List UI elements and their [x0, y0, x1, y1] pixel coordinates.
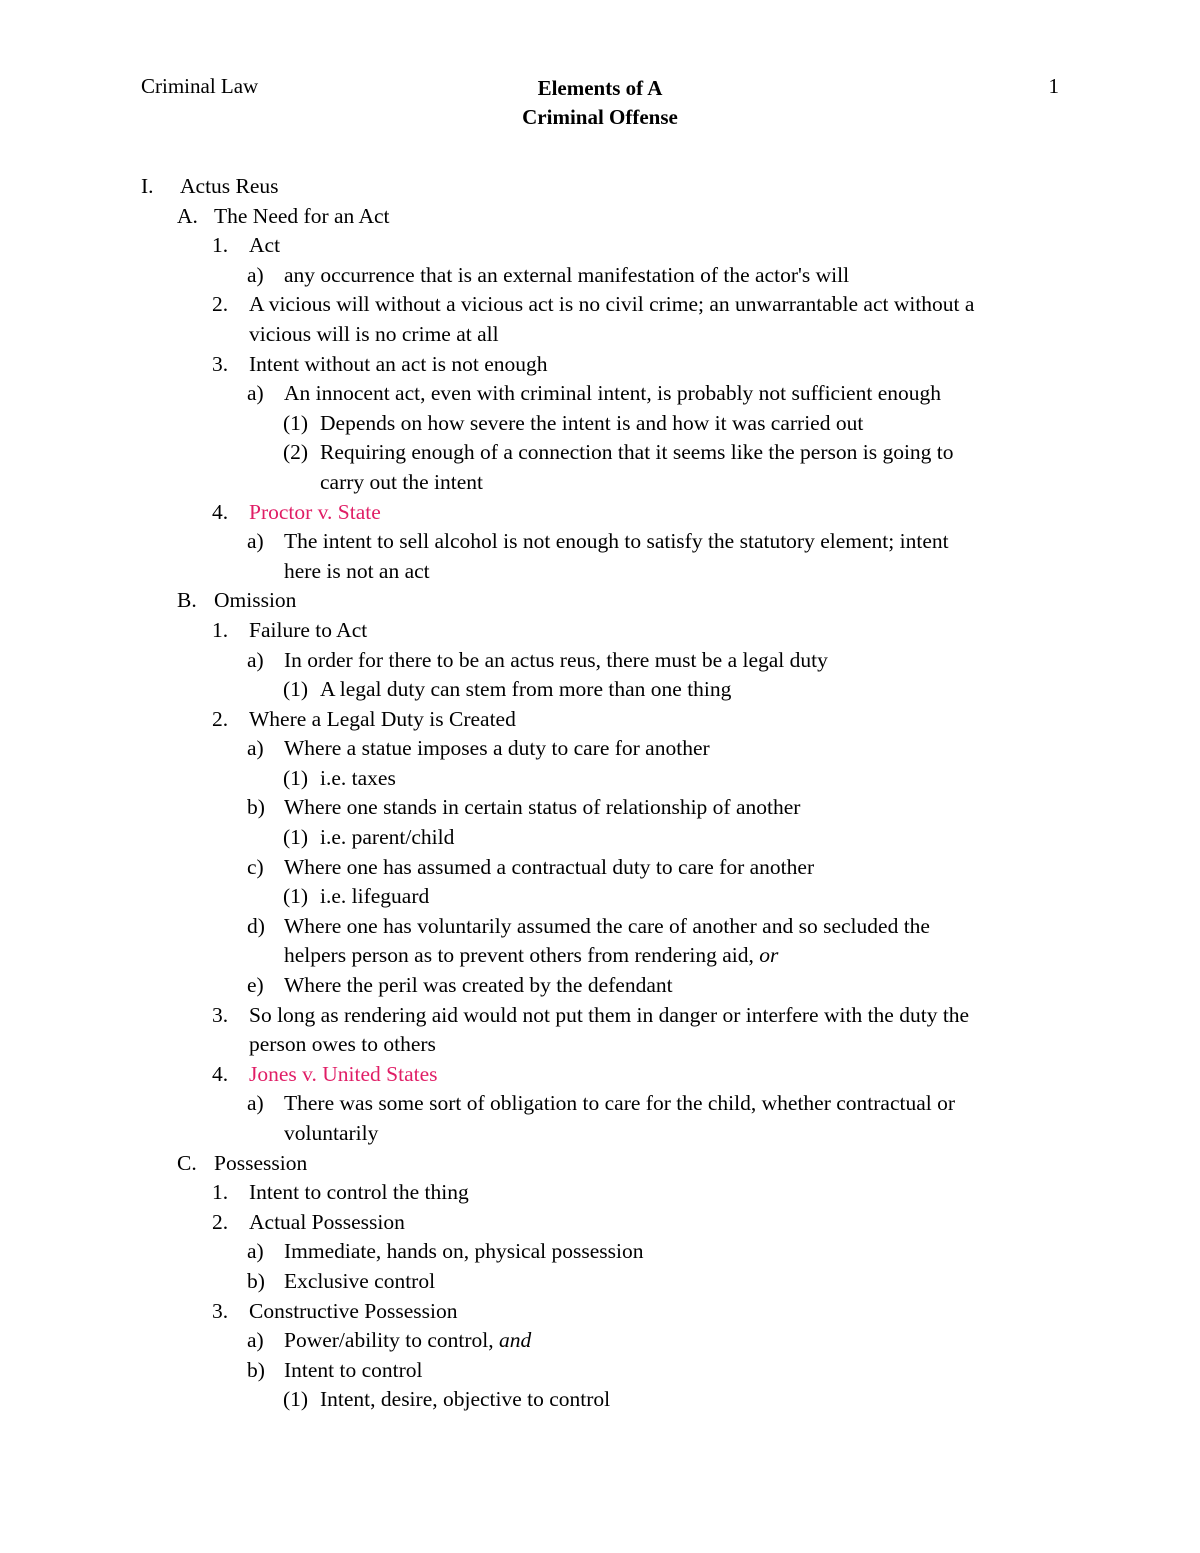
outline-marker: a)	[247, 381, 264, 406]
outline-text-content: i.e. parent/child	[320, 825, 455, 850]
outline-marker: 2.	[212, 1209, 229, 1234]
outline-marker: 3.	[212, 1298, 229, 1323]
outline-item	[0, 350, 1200, 380]
outline-text	[214, 202, 390, 232]
outline-item	[0, 734, 1200, 764]
outline-text-content: i.e. taxes	[320, 765, 396, 790]
outline-item	[0, 409, 1200, 439]
outline-text-content: person owes to others	[249, 1032, 436, 1057]
outline-marker: (1)	[283, 410, 309, 435]
outline-marker: (1)	[283, 884, 309, 909]
outline-item	[0, 172, 1200, 202]
outline-text-content: Requiring enough of a connection that it seems like the person is going to	[320, 440, 954, 465]
outline-item	[0, 586, 1200, 616]
outline-marker: a)	[247, 1091, 264, 1116]
outline-item	[0, 1208, 1200, 1238]
outline-text-content: Failure to Act	[249, 617, 368, 642]
outline-text-content: In order for there to be an actus reus, there must be a legal duty	[284, 647, 828, 672]
page-title	[300, 74, 900, 132]
page-number: 1	[1048, 74, 1059, 98]
outline-item	[0, 793, 1200, 823]
outline-item	[0, 261, 1200, 291]
outline-text	[320, 438, 954, 468]
outline-text-content: voluntarily	[284, 1121, 379, 1145]
outline-item	[0, 1060, 1200, 1090]
page-title-line-1: Elements of A	[537, 76, 663, 100]
outline-item	[0, 202, 1200, 232]
outline-text	[214, 1149, 307, 1179]
outline-marker: 1.	[212, 617, 229, 642]
outline-text-content: Intent to control the thing	[249, 1180, 469, 1205]
outline-item	[0, 1297, 1200, 1327]
outline-text-content: Immediate, hands on, physical possession	[284, 1239, 644, 1264]
outline-item	[0, 912, 1200, 942]
outline-marker: (1)	[283, 1387, 309, 1412]
outline-item	[0, 971, 1200, 1001]
outline-text-content: Where one has assumed a contractual duty to care for another	[284, 854, 815, 879]
outline-marker: (1)	[283, 825, 309, 850]
outline-text-content: Intent to control	[284, 1357, 423, 1382]
outline-text	[320, 468, 483, 498]
outline-text	[249, 1297, 457, 1327]
outline-text	[284, 734, 710, 764]
outline-marker: 4.	[212, 499, 229, 524]
outline-marker: a)	[247, 647, 264, 672]
outline-text	[284, 1326, 531, 1356]
outline-text-content: An innocent act, even with criminal intent, is probably not sufficient enough	[284, 381, 941, 406]
outline-marker: b)	[247, 795, 265, 820]
outline-marker: a)	[247, 1239, 264, 1264]
outline-text	[249, 1030, 436, 1060]
outline-text	[320, 675, 731, 705]
outline-marker: b)	[247, 1268, 265, 1293]
outline-text-content: Where a statue imposes a duty to care for another	[284, 736, 710, 761]
outline-text	[284, 912, 930, 942]
outline-text	[284, 941, 778, 971]
outline-text	[284, 793, 800, 823]
outline-text-content: Exclusive control	[284, 1268, 436, 1293]
outline-text-content: The Need for an Act	[214, 203, 390, 228]
outline-text	[284, 527, 949, 557]
outline-marker: 2.	[212, 706, 229, 731]
outline-item	[0, 1237, 1200, 1267]
outline-marker: a)	[247, 529, 264, 554]
outline-text-content: here is not an act	[284, 558, 430, 583]
outline-line-continuation	[0, 320, 1200, 350]
outline-marker: a)	[247, 1328, 264, 1353]
outline-marker: b)	[247, 1357, 265, 1382]
outline-text-content: any occurrence that is an external manifestation of the actor's will	[284, 262, 850, 287]
outline-text	[249, 1001, 969, 1031]
outline-line-continuation	[0, 1030, 1200, 1060]
outline-marker: 1.	[212, 1180, 229, 1205]
outline-marker: (2)	[283, 440, 309, 465]
outline-text-content: Power/ability to control,	[284, 1328, 499, 1353]
outline-text-content: Where one stands in certain status of relationship of another	[284, 795, 801, 820]
outline-marker: 3.	[212, 351, 229, 376]
page-title-line-2: Criminal Offense	[522, 105, 678, 129]
outline-line-continuation	[0, 468, 1200, 498]
outline-item	[0, 1149, 1200, 1179]
outline-marker: 2.	[212, 292, 229, 317]
outline-line-continuation	[0, 1119, 1200, 1149]
outline-marker: a)	[247, 736, 264, 761]
outline-italic-conjunction: and	[498, 1328, 532, 1353]
outline-item	[0, 1356, 1200, 1386]
outline-text-content: So long as rendering aid would not put them in danger or interfere with the duty the	[249, 1002, 970, 1027]
outline-text-content: Depends on how severe the intent is and how it was carried out	[320, 410, 864, 435]
outline-marker: 1.	[212, 233, 229, 258]
outline-item	[0, 379, 1200, 409]
outline-text-content: A vicious will without a vicious act is no civil crime; an unwarrantable act without a	[249, 292, 975, 317]
outline-text	[284, 1237, 643, 1267]
outline-line-continuation	[0, 941, 1200, 971]
outline-text	[284, 853, 814, 883]
outline-text	[249, 320, 499, 350]
outline-item	[0, 1089, 1200, 1119]
outline-marker: C.	[177, 1150, 197, 1175]
outline-text	[284, 1356, 423, 1386]
outline-item	[0, 1178, 1200, 1208]
outline-text	[320, 409, 863, 439]
outline-text-content: A legal duty can stem from more than one thing	[320, 677, 732, 702]
outline-text	[214, 586, 296, 616]
case-name	[249, 498, 381, 528]
outline-text	[284, 261, 849, 291]
outline-italic-conjunction: or	[759, 943, 779, 968]
outline-item	[0, 675, 1200, 705]
outline-item	[0, 646, 1200, 676]
outline-item	[0, 498, 1200, 528]
outline-marker: I.	[141, 174, 154, 198]
outline-text	[249, 1178, 469, 1208]
outline-item	[0, 527, 1200, 557]
outline-text-content: Intent without an act is not enough	[249, 351, 548, 376]
outline-marker: a)	[247, 262, 264, 287]
outline-marker: e)	[247, 973, 264, 998]
outline-text	[284, 379, 941, 409]
outline-marker: (1)	[283, 677, 309, 702]
outline-text-content: Where a Legal Duty is Created	[249, 706, 516, 731]
outline-item	[0, 705, 1200, 735]
outline-text-content: Actual Possession	[249, 1209, 405, 1234]
outline-text	[320, 823, 454, 853]
outline-text	[284, 1089, 955, 1119]
outline-marker: A.	[177, 203, 198, 228]
outline-text-content: Jones v. United States	[249, 1061, 438, 1086]
outline-text	[284, 646, 828, 676]
outline-text-content: Where one has voluntarily assumed the care of another and so secluded the	[284, 913, 930, 938]
outline-item	[0, 764, 1200, 794]
outline-text-content: Constructive Possession	[249, 1298, 458, 1323]
outline-text	[249, 350, 548, 380]
outline-marker: c)	[247, 854, 264, 879]
outline-text	[249, 290, 974, 320]
outline-text-content: vicious will is no crime at all	[249, 321, 499, 346]
outline-marker: 4.	[212, 1061, 229, 1086]
outline-item	[0, 823, 1200, 853]
outline-text-content: The intent to sell alcohol is not enough to satisfy the statutory element; intent	[284, 529, 949, 554]
outline-text-content: Act	[249, 233, 281, 258]
outline-text-content: There was some sort of obligation to care for the child, whether contractual or	[284, 1091, 956, 1116]
outline-text	[284, 557, 430, 587]
outline-text-content: Actus Reus	[180, 174, 279, 198]
header-course-name: Criminal Law	[141, 74, 259, 98]
outline-text-content: Intent, desire, objective to control	[320, 1387, 611, 1412]
outline-text-content: carry out the intent	[320, 469, 483, 494]
page-header	[0, 74, 1200, 134]
outline-text	[320, 1385, 610, 1415]
outline-text-content: helpers person as to prevent others from rendering aid,	[284, 943, 760, 968]
outline-item	[0, 1385, 1200, 1415]
outline-marker: 3.	[212, 1002, 229, 1027]
outline-text-content: Proctor v. State	[249, 499, 381, 524]
outline-text	[249, 231, 280, 261]
case-name	[249, 1060, 438, 1090]
outline-marker: B.	[177, 588, 197, 613]
outline-marker: d)	[247, 913, 265, 938]
outline-text	[284, 1119, 378, 1149]
outline-item	[0, 853, 1200, 883]
outline-item	[0, 1326, 1200, 1356]
outline-text	[320, 882, 429, 912]
outline-text	[180, 172, 279, 202]
outline-text	[249, 616, 367, 646]
outline-item	[0, 1267, 1200, 1297]
outline-item	[0, 290, 1200, 320]
outline-item	[0, 231, 1200, 261]
outline-item	[0, 438, 1200, 468]
outline-text	[249, 705, 516, 735]
outline	[0, 172, 1200, 1415]
outline-text-content: Where the peril was created by the defendant	[284, 973, 673, 998]
outline-marker: (1)	[283, 765, 309, 790]
outline-text	[249, 1208, 405, 1238]
outline-item	[0, 1001, 1200, 1031]
outline-line-continuation	[0, 557, 1200, 587]
outline-text-content: Omission	[214, 588, 297, 613]
outline-text	[320, 764, 396, 794]
outline-item	[0, 882, 1200, 912]
outline-text	[284, 1267, 435, 1297]
outline-text-content: Possession	[214, 1150, 308, 1175]
outline-text-content: i.e. lifeguard	[320, 884, 430, 909]
outline-item	[0, 616, 1200, 646]
outline-text	[284, 971, 673, 1001]
